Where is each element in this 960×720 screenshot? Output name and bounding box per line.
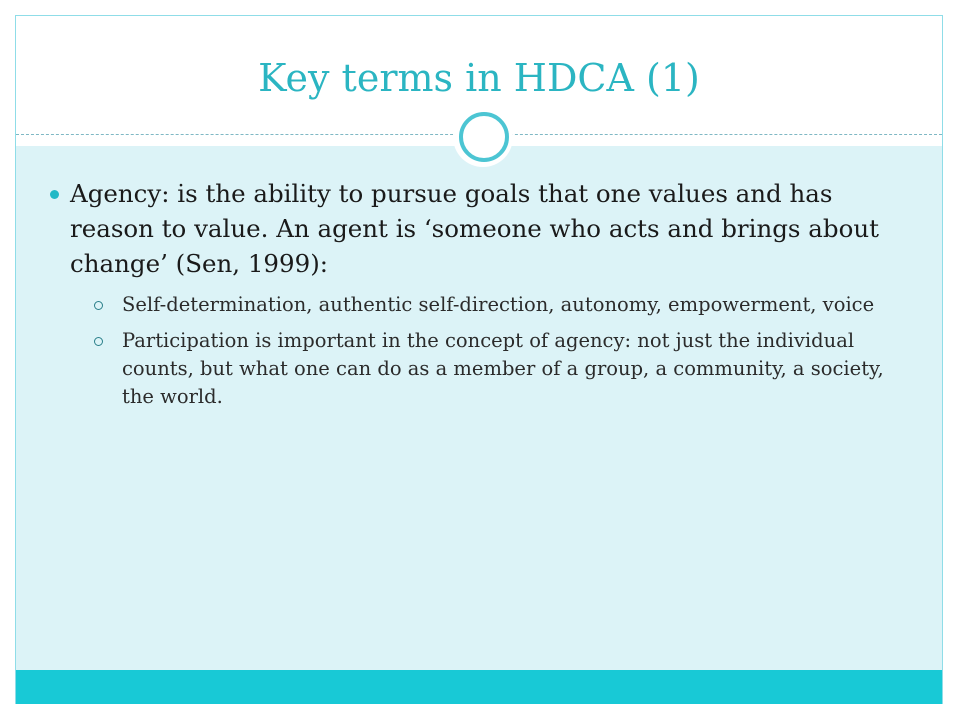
- sub-bullet-text: Self-determination, authentic self-direction, autonomy, empowerment, voice: [122, 293, 875, 316]
- slide-frame: [15, 15, 943, 704]
- bullet-dot-icon: [50, 190, 59, 199]
- sub-bullet-item: [70, 291, 910, 319]
- hollow-circle-bullet-icon: [94, 337, 103, 346]
- slide-title: Key terms in HDCA (1): [258, 56, 700, 100]
- sub-bullet-text: Participation is important in the concept of agency: not just the individual counts, but what one can do as a member of a group, a community, a society, the world.: [122, 329, 884, 408]
- bullet-list: [50, 176, 910, 419]
- bullet-text: Agency: is the ability to pursue goals that one values and has reason to value. An agent is ‘someone who acts and brings about change’ (Sen, 1999):: [70, 179, 879, 278]
- hollow-circle-bullet-icon: [94, 301, 103, 310]
- sub-bullet-item: [70, 327, 910, 411]
- sub-bullet-list: [70, 291, 910, 411]
- circle-ornament-icon: [459, 112, 509, 162]
- footer-bar: [16, 670, 942, 704]
- bullet-item: [50, 176, 910, 411]
